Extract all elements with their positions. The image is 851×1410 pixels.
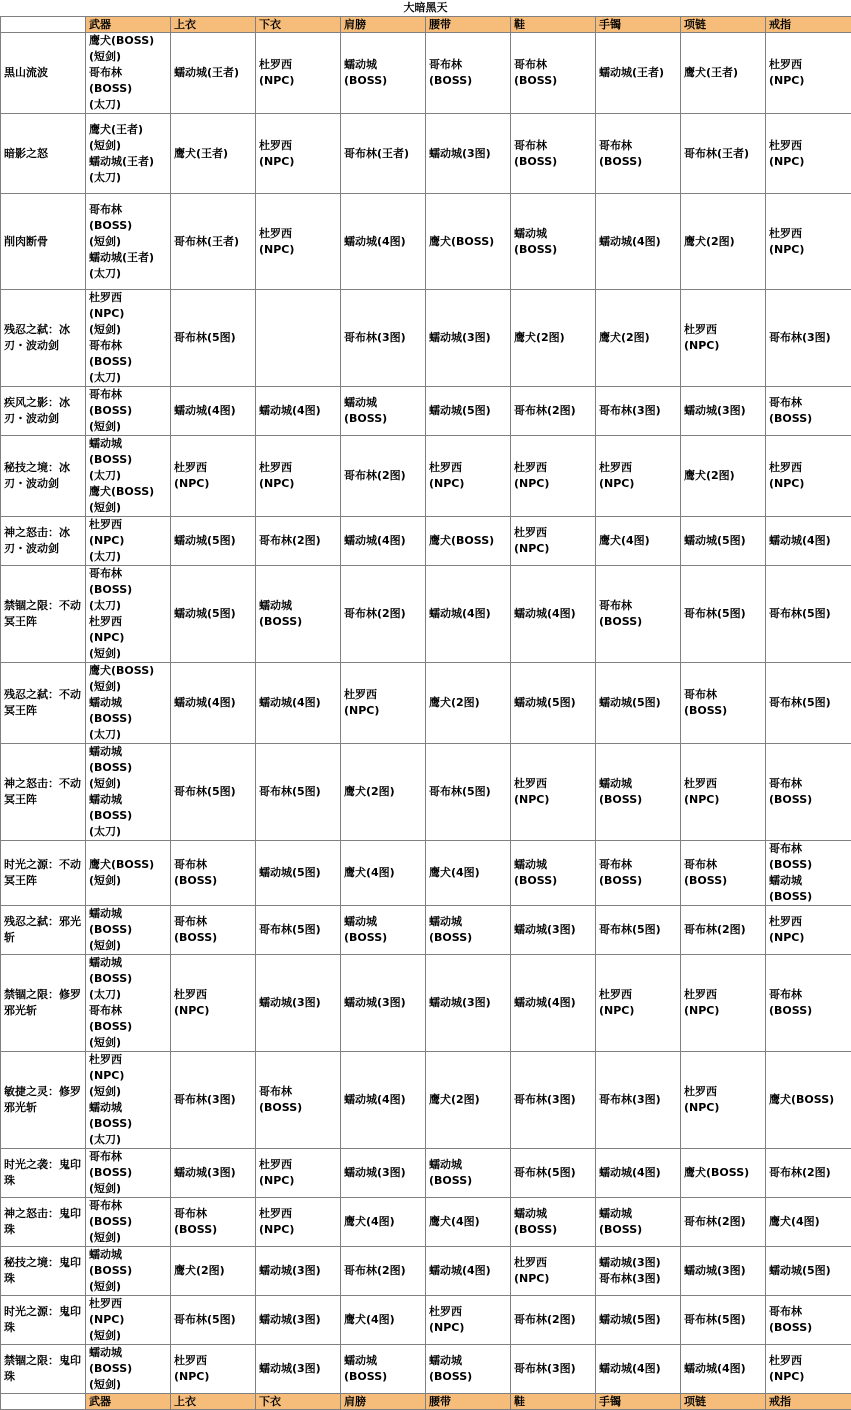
drop-cell-ring: 杜罗西 (NPC) (766, 1345, 851, 1394)
drop-cell-bracelet: 蠕动城(王者) (596, 33, 681, 114)
drop-cell-shoes: 杜罗西 (NPC) (511, 436, 596, 517)
footer-cell-top: 上衣 (171, 1394, 256, 1410)
drop-cell-bottom: 蠕动城(3图) (256, 1345, 341, 1394)
footer-cell-ring: 戒指 (766, 1394, 851, 1410)
drop-cell-ring: 哥布林(3图) (766, 290, 851, 387)
drop-cell-necklace: 哥布林 (BOSS) (681, 841, 766, 906)
table-row (1, 841, 851, 906)
drop-cell-necklace: 哥布林(2图) (681, 906, 766, 955)
drop-cell-top: 蠕动城(4图) (171, 387, 256, 436)
drop-cell-necklace: 杜罗西 (NPC) (681, 955, 766, 1052)
drop-cell-bracelet: 鹰犬(4图) (596, 517, 681, 566)
footer-cell-belt: 腰带 (426, 1394, 511, 1410)
drop-cell-bracelet: 哥布林 (BOSS) (596, 114, 681, 194)
drop-cell-necklace: 鹰犬(2图) (681, 436, 766, 517)
drop-cell-bracelet: 杜罗西 (NPC) (596, 955, 681, 1052)
drop-cell-belt: 哥布林(5图) (426, 744, 511, 841)
drop-cell-bottom: 蠕动城(4图) (256, 663, 341, 744)
drop-cell-top: 哥布林(3图) (171, 1052, 256, 1149)
drop-cell-top: 哥布林 (BOSS) (171, 906, 256, 955)
drop-cell-top: 蠕动城(王者) (171, 33, 256, 114)
drop-cell-weapon: 哥布林 (BOSS) (短剑) (86, 387, 171, 436)
drop-cell-belt: 蠕动城(3图) (426, 114, 511, 194)
header-cell-shoes: 鞋 (511, 17, 596, 33)
set-name-cell: 神之怒击：不动冥王阵 (1, 744, 86, 841)
drop-cell-shoes: 哥布林(2图) (511, 1296, 596, 1345)
drop-cell-shoulder: 鹰犬(2图) (341, 744, 426, 841)
drop-cell-bracelet: 哥布林(3图) (596, 1052, 681, 1149)
table-row (1, 387, 851, 436)
drop-cell-shoulder: 蠕动城(4图) (341, 194, 426, 290)
drop-cell-belt: 鹰犬(4图) (426, 841, 511, 906)
drop-cell-shoulder: 蠕动城(4图) (341, 1052, 426, 1149)
drop-cell-bottom: 杜罗西 (NPC) (256, 1149, 341, 1198)
drop-cell-bottom: 杜罗西 (NPC) (256, 114, 341, 194)
footer-cell-corner (1, 1394, 86, 1410)
set-name-cell: 神之怒击：冰刃・波动剑 (1, 517, 86, 566)
drop-cell-belt: 鹰犬(BOSS) (426, 517, 511, 566)
drop-cell-shoes: 哥布林 (BOSS) (511, 33, 596, 114)
header-cell-bracelet: 手镯 (596, 17, 681, 33)
drop-cell-shoulder: 蠕动城(3图) (341, 1149, 426, 1198)
set-name-cell: 黒山流波 (1, 33, 86, 114)
drop-cell-belt: 蠕动城(4图) (426, 1247, 511, 1296)
drop-cell-bottom: 蠕动城(3图) (256, 1247, 341, 1296)
table-row (1, 290, 851, 387)
drop-cell-necklace: 哥布林(5图) (681, 566, 766, 663)
drop-cell-top: 鹰犬(王者) (171, 114, 256, 194)
drop-cell-shoes: 杜罗西 (NPC) (511, 744, 596, 841)
drop-cell-weapon: 蠕动城 (BOSS) (短剑) (86, 1345, 171, 1394)
set-name-cell: 时光之源：鬼印珠 (1, 1296, 86, 1345)
drop-cell-belt: 哥布林 (BOSS) (426, 33, 511, 114)
drop-cell-shoulder: 哥布林(2图) (341, 566, 426, 663)
drop-cell-ring: 哥布林 (BOSS) (766, 955, 851, 1052)
drop-cell-shoulder: 蠕动城 (BOSS) (341, 387, 426, 436)
table-row (1, 566, 851, 663)
set-name-cell: 时光之袭：鬼印珠 (1, 1149, 86, 1198)
drop-cell-bottom: 哥布林(5图) (256, 744, 341, 841)
drop-cell-shoulder: 鹰犬(4图) (341, 1198, 426, 1247)
header-cell-shoulder: 肩膀 (341, 17, 426, 33)
drop-cell-bottom: 杜罗西 (NPC) (256, 194, 341, 290)
drop-cell-necklace: 鹰犬(BOSS) (681, 1149, 766, 1198)
table-row (1, 194, 851, 290)
drop-cell-weapon: 鹰犬(BOSS) (短剑) 蠕动城 (BOSS) (太刀) (86, 663, 171, 744)
drop-cell-shoes: 哥布林(5图) (511, 1149, 596, 1198)
drop-cell-bottom: 杜罗西 (NPC) (256, 436, 341, 517)
drop-cell-top: 哥布林(5图) (171, 744, 256, 841)
table-row (1, 1198, 851, 1247)
drop-cell-ring: 哥布林 (BOSS) (766, 1296, 851, 1345)
drop-cell-shoulder: 哥布林(3图) (341, 290, 426, 387)
drop-cell-shoes: 哥布林(3图) (511, 1052, 596, 1149)
drop-cell-bottom: 蠕动城(5图) (256, 841, 341, 906)
drop-cell-belt: 鹰犬(BOSS) (426, 194, 511, 290)
drop-cell-bracelet: 蠕动城(3图) 哥布林(3图) (596, 1247, 681, 1296)
drop-cell-necklace: 杜罗西 (NPC) (681, 744, 766, 841)
drop-cell-shoes: 蠕动城(5图) (511, 663, 596, 744)
drop-cell-shoes: 杜罗西 (NPC) (511, 517, 596, 566)
drop-cell-bottom: 杜罗西 (NPC) (256, 1198, 341, 1247)
drop-cell-shoes: 哥布林(2图) (511, 387, 596, 436)
drop-cell-bracelet: 蠕动城(5图) (596, 1296, 681, 1345)
footer-cell-weapon: 武器 (86, 1394, 171, 1410)
drop-cell-belt: 鹰犬(4图) (426, 1198, 511, 1247)
drop-cell-bottom: 哥布林(2图) (256, 517, 341, 566)
set-name-cell: 秘技之境：冰刃・波动剑 (1, 436, 86, 517)
drop-cell-belt: 杜罗西 (NPC) (426, 436, 511, 517)
drop-cell-top: 蠕动城(5图) (171, 517, 256, 566)
drop-cell-belt: 杜罗西 (NPC) (426, 1296, 511, 1345)
table-row (1, 1052, 851, 1149)
drop-cell-bracelet: 蠕动城(4图) (596, 1345, 681, 1394)
drop-cell-necklace: 蠕动城(4图) (681, 1345, 766, 1394)
drop-cell-bracelet: 蠕动城(4图) (596, 194, 681, 290)
drop-cell-ring: 蠕动城(5图) (766, 1247, 851, 1296)
drop-cell-necklace: 蠕动城(3图) (681, 1247, 766, 1296)
drop-cell-shoulder: 蠕动城 (BOSS) (341, 33, 426, 114)
set-name-cell: 时光之源：不动冥王阵 (1, 841, 86, 906)
drop-cell-necklace: 杜罗西 (NPC) (681, 1052, 766, 1149)
table-row (1, 955, 851, 1052)
drop-cell-bottom: 哥布林 (BOSS) (256, 1052, 341, 1149)
footer-cell-shoes: 鞋 (511, 1394, 596, 1410)
drop-cell-shoulder: 鹰犬(4图) (341, 1296, 426, 1345)
drop-cell-shoes: 哥布林(3图) (511, 1345, 596, 1394)
drop-cell-shoulder: 杜罗西 (NPC) (341, 663, 426, 744)
drop-cell-shoes: 哥布林 (BOSS) (511, 114, 596, 194)
table-row (1, 517, 851, 566)
drop-cell-shoulder: 蠕动城 (BOSS) (341, 1345, 426, 1394)
set-name-cell: 残忍之弑：邪光斩 (1, 906, 86, 955)
set-name-cell: 敏捷之灵：修罗邪光斩 (1, 1052, 86, 1149)
header-row (1, 17, 851, 33)
drop-cell-bottom: 杜罗西 (NPC) (256, 33, 341, 114)
drop-cell-ring: 杜罗西 (NPC) (766, 906, 851, 955)
drop-cell-weapon: 鹰犬(BOSS) (短剑) 哥布林 (BOSS) (太刀) (86, 33, 171, 114)
drop-cell-shoulder: 哥布林(2图) (341, 1247, 426, 1296)
drop-cell-weapon: 蠕动城 (BOSS) (太刀) 鹰犬(BOSS) (短剑) (86, 436, 171, 517)
header-cell-ring: 戒指 (766, 17, 851, 33)
drop-cell-necklace: 哥布林(5图) (681, 1296, 766, 1345)
drop-cell-belt: 蠕动城 (BOSS) (426, 906, 511, 955)
drop-cell-bracelet: 杜罗西 (NPC) (596, 436, 681, 517)
drop-cell-necklace: 蠕动城(5图) (681, 517, 766, 566)
drop-cell-ring: 哥布林 (BOSS) (766, 387, 851, 436)
drop-cell-bottom: 蠕动城 (BOSS) (256, 566, 341, 663)
drop-cell-bottom: 蠕动城(3图) (256, 955, 341, 1052)
sheet-title: 大暗黑天 (0, 0, 851, 16)
set-name-cell: 禁锢之限：鬼印珠 (1, 1345, 86, 1394)
table-row (1, 906, 851, 955)
footer-cell-shoulder: 肩膀 (341, 1394, 426, 1410)
table-row (1, 1149, 851, 1198)
drop-cell-bracelet: 哥布林(3图) (596, 387, 681, 436)
drop-cell-weapon: 杜罗西 (NPC) (短剑) (86, 1296, 171, 1345)
header-cell-belt: 腰带 (426, 17, 511, 33)
table-row (1, 1345, 851, 1394)
drop-cell-weapon: 哥布林 (BOSS) (太刀) 杜罗西 (NPC) (短剑) (86, 566, 171, 663)
drop-cell-top: 蠕动城(4图) (171, 663, 256, 744)
drop-cell-shoulder: 蠕动城(4图) (341, 517, 426, 566)
drop-cell-weapon: 杜罗西 (NPC) (太刀) (86, 517, 171, 566)
drop-cell-necklace: 哥布林(王者) (681, 114, 766, 194)
drop-cell-top: 哥布林(5图) (171, 290, 256, 387)
table-row (1, 663, 851, 744)
drop-cell-necklace: 蠕动城(3图) (681, 387, 766, 436)
drop-cell-bottom: 哥布林(5图) (256, 906, 341, 955)
drop-cell-weapon: 蠕动城 (BOSS) (短剑) 蠕动城 (BOSS) (太刀) (86, 744, 171, 841)
footer-header-row (1, 1394, 851, 1410)
table-row (1, 1296, 851, 1345)
drop-cell-top: 杜罗西 (NPC) (171, 436, 256, 517)
drop-cell-weapon: 鹰犬(BOSS) (短剑) (86, 841, 171, 906)
drop-cell-necklace: 鹰犬(2图) (681, 194, 766, 290)
drop-cell-ring: 杜罗西 (NPC) (766, 33, 851, 114)
set-name-cell: 禁锢之限：修罗邪光斩 (1, 955, 86, 1052)
drop-cell-top: 鹰犬(2图) (171, 1247, 256, 1296)
footer-cell-bracelet: 手镯 (596, 1394, 681, 1410)
drop-cell-ring: 杜罗西 (NPC) (766, 194, 851, 290)
table-row (1, 436, 851, 517)
drop-cell-necklace: 哥布林 (BOSS) (681, 663, 766, 744)
drop-cell-shoes: 蠕动城 (BOSS) (511, 194, 596, 290)
header-cell-corner (1, 17, 86, 33)
drop-cell-shoes: 鹰犬(2图) (511, 290, 596, 387)
set-name-cell: 暗影之怒 (1, 114, 86, 194)
drop-cell-shoes: 蠕动城(4图) (511, 955, 596, 1052)
drop-cell-shoes: 蠕动城(3图) (511, 906, 596, 955)
set-name-cell: 禁锢之限：不动冥王阵 (1, 566, 86, 663)
drop-cell-belt: 鹰犬(2图) (426, 663, 511, 744)
drop-cell-belt: 蠕动城(5图) (426, 387, 511, 436)
drop-cell-bottom: 蠕动城(3图) (256, 1296, 341, 1345)
drop-cell-belt: 蠕动城(3图) (426, 955, 511, 1052)
drop-cell-shoulder: 哥布林(王者) (341, 114, 426, 194)
drop-cell-ring: 哥布林(5图) (766, 566, 851, 663)
drop-cell-necklace: 杜罗西 (NPC) (681, 290, 766, 387)
drop-cell-top: 哥布林 (BOSS) (171, 841, 256, 906)
drop-cell-belt: 蠕动城 (BOSS) (426, 1149, 511, 1198)
drop-cell-belt: 蠕动城 (BOSS) (426, 1345, 511, 1394)
drop-cell-weapon: 鹰犬(王者) (短剑) 蠕动城(王者) (太刀) (86, 114, 171, 194)
drop-cell-ring: 杜罗西 (NPC) (766, 436, 851, 517)
drop-cell-shoulder: 蠕动城 (BOSS) (341, 906, 426, 955)
drop-cell-ring: 蠕动城(4图) (766, 517, 851, 566)
drop-cell-top: 蠕动城(3图) (171, 1149, 256, 1198)
drop-cell-ring: 哥布林(5图) (766, 663, 851, 744)
drop-cell-ring: 哥布林 (BOSS) (766, 744, 851, 841)
table-row (1, 1247, 851, 1296)
table-row (1, 33, 851, 114)
table-row (1, 744, 851, 841)
table-row (1, 114, 851, 194)
equipment-drop-table (0, 16, 851, 1410)
drop-cell-weapon: 蠕动城 (BOSS) (太刀) 哥布林 (BOSS) (短剑) (86, 955, 171, 1052)
footer-cell-necklace: 项链 (681, 1394, 766, 1410)
drop-cell-bracelet: 蠕动城(5图) (596, 663, 681, 744)
header-cell-weapon: 武器 (86, 17, 171, 33)
drop-cell-bottom (256, 290, 341, 387)
drop-cell-shoes: 杜罗西 (NPC) (511, 1247, 596, 1296)
drop-cell-bracelet: 哥布林 (BOSS) (596, 841, 681, 906)
drop-cell-top: 蠕动城(5图) (171, 566, 256, 663)
header-cell-top: 上衣 (171, 17, 256, 33)
drop-cell-belt: 蠕动城(3图) (426, 290, 511, 387)
drop-cell-top: 哥布林(5图) (171, 1296, 256, 1345)
drop-cell-shoes: 蠕动城 (BOSS) (511, 841, 596, 906)
drop-cell-bracelet: 哥布林(5图) (596, 906, 681, 955)
drop-cell-shoulder: 蠕动城(3图) (341, 955, 426, 1052)
drop-cell-bracelet: 蠕动城(4图) (596, 1149, 681, 1198)
set-name-cell: 神之怒击：鬼印珠 (1, 1198, 86, 1247)
drop-cell-ring: 哥布林 (BOSS) 蠕动城 (BOSS) (766, 841, 851, 906)
drop-cell-top: 杜罗西 (NPC) (171, 1345, 256, 1394)
drop-cell-weapon: 杜罗西 (NPC) (短剑) 哥布林 (BOSS) (太刀) (86, 290, 171, 387)
drop-cell-bracelet: 蠕动城 (BOSS) (596, 744, 681, 841)
drop-cell-bracelet: 哥布林 (BOSS) (596, 566, 681, 663)
header-cell-bottom: 下衣 (256, 17, 341, 33)
drop-cell-top: 杜罗西 (NPC) (171, 955, 256, 1052)
drop-cell-ring: 哥布林(2图) (766, 1149, 851, 1198)
set-name-cell: 疾风之影：冰刃・波动剑 (1, 387, 86, 436)
footer-cell-bottom: 下衣 (256, 1394, 341, 1410)
drop-cell-bracelet: 蠕动城 (BOSS) (596, 1198, 681, 1247)
drop-cell-shoulder: 鹰犬(4图) (341, 841, 426, 906)
drop-cell-ring: 杜罗西 (NPC) (766, 114, 851, 194)
drop-cell-weapon: 哥布林 (BOSS) (短剑) (86, 1149, 171, 1198)
drop-cell-belt: 鹰犬(2图) (426, 1052, 511, 1149)
set-name-cell: 削肉断骨 (1, 194, 86, 290)
set-name-cell: 秘技之境：鬼印珠 (1, 1247, 86, 1296)
drop-cell-ring: 鹰犬(BOSS) (766, 1052, 851, 1149)
header-cell-necklace: 项链 (681, 17, 766, 33)
drop-cell-bracelet: 鹰犬(2图) (596, 290, 681, 387)
set-name-cell: 残忍之弑：不动冥王阵 (1, 663, 86, 744)
drop-cell-top: 哥布林(王者) (171, 194, 256, 290)
set-name-cell: 残忍之弑：冰刃・波动剑 (1, 290, 86, 387)
drop-cell-ring: 鹰犬(4图) (766, 1198, 851, 1247)
drop-cell-bottom: 蠕动城(4图) (256, 387, 341, 436)
drop-cell-necklace: 鹰犬(王者) (681, 33, 766, 114)
drop-cell-necklace: 哥布林(2图) (681, 1198, 766, 1247)
drop-cell-shoulder: 哥布林(2图) (341, 436, 426, 517)
drop-cell-top: 哥布林 (BOSS) (171, 1198, 256, 1247)
drop-cell-weapon: 哥布林 (BOSS) (短剑) 蠕动城(王者) (太刀) (86, 194, 171, 290)
drop-cell-weapon: 杜罗西 (NPC) (短剑) 蠕动城 (BOSS) (太刀) (86, 1052, 171, 1149)
drop-cell-weapon: 哥布林 (BOSS) (短剑) (86, 1198, 171, 1247)
drop-cell-shoes: 蠕动城 (BOSS) (511, 1198, 596, 1247)
drop-cell-belt: 蠕动城(4图) (426, 566, 511, 663)
drop-cell-shoes: 蠕动城(4图) (511, 566, 596, 663)
drop-cell-weapon: 蠕动城 (BOSS) (短剑) (86, 906, 171, 955)
drop-cell-weapon: 蠕动城 (BOSS) (短剑) (86, 1247, 171, 1296)
